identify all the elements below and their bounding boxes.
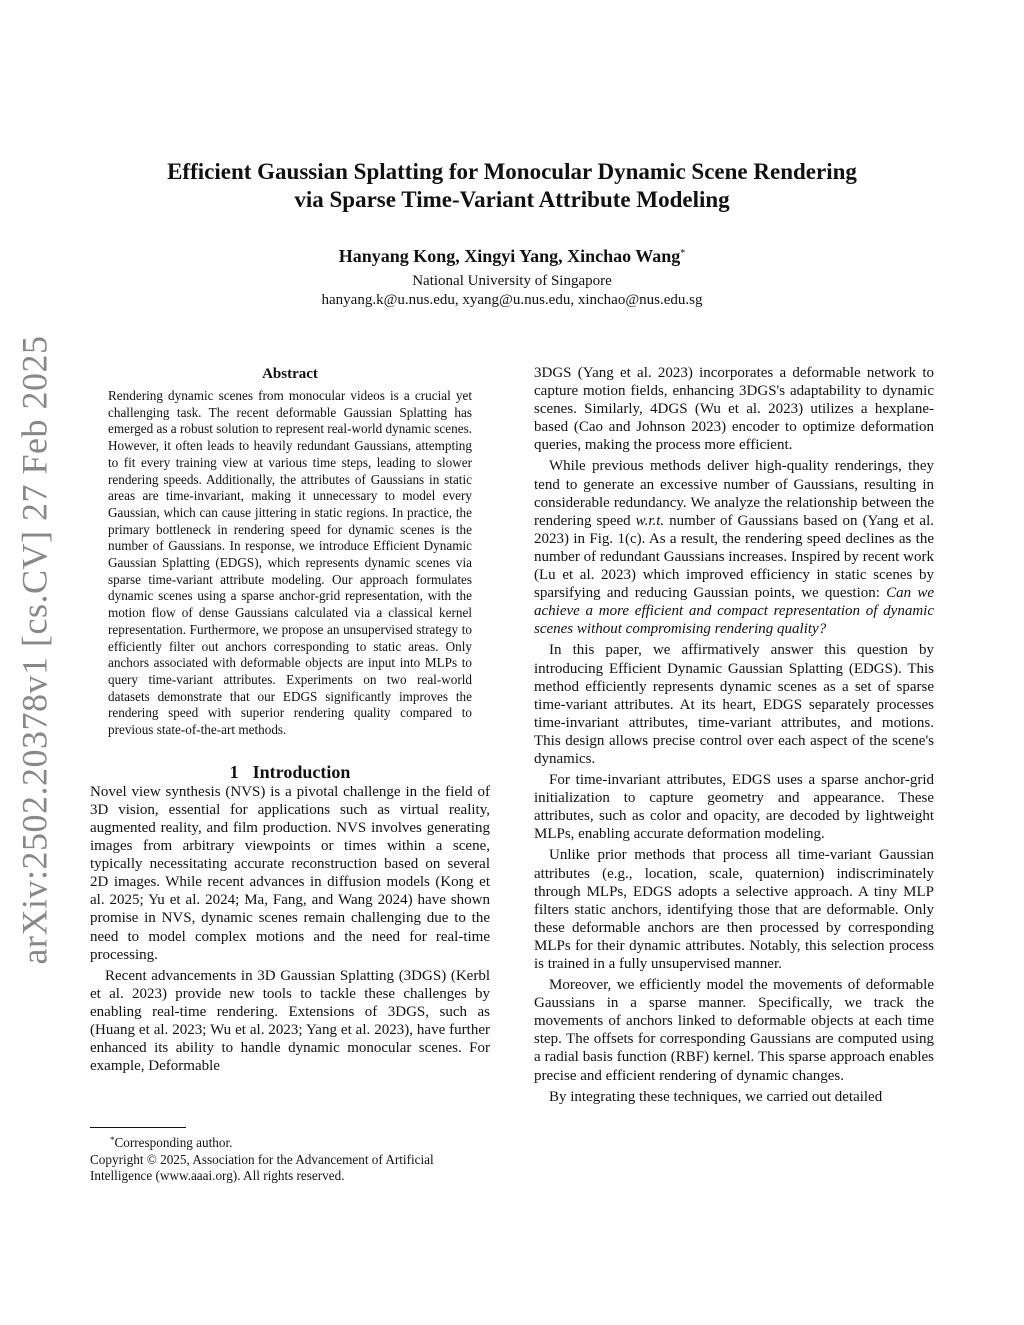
intro-paragraph-2: Recent advancements in 3D Gaussian Splatting (3DGS) (Kerbl et al. 2023) provide new tools to tackle these challenges by enabling real-time rendering. Extensions of 3DGS, such as (Huang et al. 2023; Wu et al. 2023; Yang et al. 2023), have further enhanced its ability to handle dynamic monocular scenes. For example, Deformable bbox=[90, 967, 490, 1075]
research-question: Can we achieve a more efficient and compact representation of dynamic scenes without compromising rendering quality? bbox=[534, 585, 934, 638]
corresponding-author-footnote bbox=[90, 1132, 490, 1152]
paper-title-line-2: via Sparse Time-Variant Attribute Modeling bbox=[294, 187, 730, 212]
footnote-rule bbox=[90, 1127, 186, 1128]
body-paragraph-continued: 3DGS (Yang et al. 2023) incorporates a deformable network to capture motion fields, enhancing 3DGS's adaptability to dynamic scenes. Similarly, 4DGS (Wu et al. 2023) utilizes a hexplane-based (Cao and Johnson 2023) encoder to optimize deformation queries, making the process more efficient. bbox=[534, 365, 934, 454]
affiliation: National University of Singapore bbox=[412, 273, 612, 289]
author-list bbox=[140, 243, 884, 267]
author-footnote-mark: * bbox=[680, 248, 686, 259]
title-block bbox=[140, 158, 884, 310]
paper-title-line-1: Efficient Gaussian Splatting for Monocular Dynamic Scene Rendering bbox=[167, 159, 857, 184]
copyright-notice: Copyright © 2025, Association for the Advancement of Artificial Intelligence (www.aaai.org). All rights reserved. bbox=[90, 1151, 434, 1184]
author-names: Hanyang Kong, Xingyi Yang, Xinchao Wang bbox=[338, 246, 681, 266]
redundancy-text-b: number of Gaussians based on (Yang et al. 2023) in Fig. 1(c). As a result, the rendering speed declines as the number of redundant Gaussians increases. Inspired by recent work (Lu et al. 2023) which improved efficiency in static scenes by sparsifying and reducing Gaussian points, we question: bbox=[534, 512, 934, 602]
body-paragraph-integration: By integrating these techniques, we carried out detailed bbox=[549, 1088, 883, 1105]
body-paragraph-time-variant: Unlike prior methods that process all time-variant Gaussian attributes (e.g., location, scale, quaternion) indiscriminately through MLPs, EDGS adopts a selective approach. A tiny MLP filters static anchors, identifying those that are deformable. Only these deformable anchors are then processed by corresponding MLPs for their dynamic attributes. Notably, this selection process is trained in a fully unsupervised manner. bbox=[534, 847, 934, 972]
right-column bbox=[534, 364, 934, 1106]
redundancy-text-a: While previous methods deliver high-quality renderings, they tend to generate an excessive number of Gaussians, resulting in considerable redundancy. We analyze the relationship between the rendering speed bbox=[534, 458, 934, 529]
wrt-abbreviation: w.r.t. bbox=[635, 512, 665, 529]
body-paragraph-edgs-intro: In this paper, we affirmatively answer this question by introducing Efficient Dynamic Gaussian Splatting (EDGS). This method efficiently represents dynamic scenes as a set of sparse time-variant attributes. At its heart, EDGS separately processes time-invariant attributes, time-variant attributes, and motions. This design allows precise control over each aspect of the scene's dynamics. bbox=[534, 642, 934, 767]
author-emails: hanyang.k@u.nus.edu, xyang@u.nus.edu, xinchao@nus.edu.sg bbox=[321, 292, 703, 308]
section-title: Introduction bbox=[252, 761, 351, 782]
arxiv-identifier-text: arXiv:2502.20378v1 [cs.CV] 27 Feb 2025 bbox=[14, 335, 55, 965]
arxiv-identifier bbox=[8, 335, 60, 965]
left-column bbox=[90, 364, 490, 1075]
body-paragraph-redundancy bbox=[534, 457, 934, 638]
section-heading-introduction bbox=[90, 761, 490, 783]
body-paragraph-time-invariant: For time-invariant attributes, EDGS uses a sparse anchor-grid initialization to capture geometry and appearance. These attributes, such as color and opacity, are decoded by lightweight MLPs, enabling accurate deformation modeling. bbox=[534, 772, 934, 843]
abstract-heading: Abstract bbox=[262, 366, 318, 382]
section-number: 1 bbox=[229, 761, 239, 782]
body-paragraph-motion: Moreover, we efficiently model the movements of deformable Gaussians in a sparse manner. Specifically, we track the movements of anchors linked to deformable objects at each time step. The offsets for corresponding Gaussians are computed using a radial basis function (RBF) kernel. This sparse approach enables precise and efficient rendering of dynamic changes. bbox=[534, 977, 934, 1084]
abstract-text: Rendering dynamic scenes from monocular videos is a crucial yet challenging task. The recent deformable Gaussian Splatting has emerged as a robust solution to represent real-world dynamic scenes. However, it often leads to heavily redundant Gaussians, attempting to fit every training view at various time steps, leading to slower rendering speeds. Additionally, the attributes of Gaussians in static areas are time-invariant, making it unnecessary to model every Gaussian, which can cause jittering in static regions. In practice, the primary bottleneck in rendering speed for dynamic scenes is the number of Gaussians. In response, we introduce Efficient Dynamic Gaussian Splatting (EDGS), which represents dynamic scenes via sparse time-variant attribute modeling. Our approach formulates dynamic scenes using a sparse anchor-grid representation, with the motion flow of dense Gaussians calculated via a classical kernel representation. Furthermore, we propose an unsupervised strategy to efficiently filter out anchors corresponding to static areas. Only anchors associated with deformable objects are input into MLPs to query time-variant attributes. Experiments on two real-world datasets demonstrate that our EDGS significantly improves the rendering speed with superior rendering quality compared to previous state-of-the-art methods. bbox=[108, 388, 472, 738]
footnote-mark: * bbox=[110, 1135, 115, 1145]
footnote-area bbox=[90, 1127, 490, 1185]
footnote-text: Corresponding author. bbox=[114, 1135, 233, 1150]
intro-paragraph-1: Novel view synthesis (NVS) is a pivotal challenge in the field of 3D vision, essential for applications such as virtual reality, augmented reality, and film production. NVS involves generating images from arbitrary viewpoints or times within a scene, typically necessitating accurate reconstruction based on several 2D images. While recent advances in diffusion models (Kong et al. 2025; Yu et al. 2024; Ma, Fang, and Wang 2024) have shown promise in NVS, dynamic scenes remain challenging due to the need to model complex motions and the need for real-time processing. bbox=[90, 783, 490, 963]
